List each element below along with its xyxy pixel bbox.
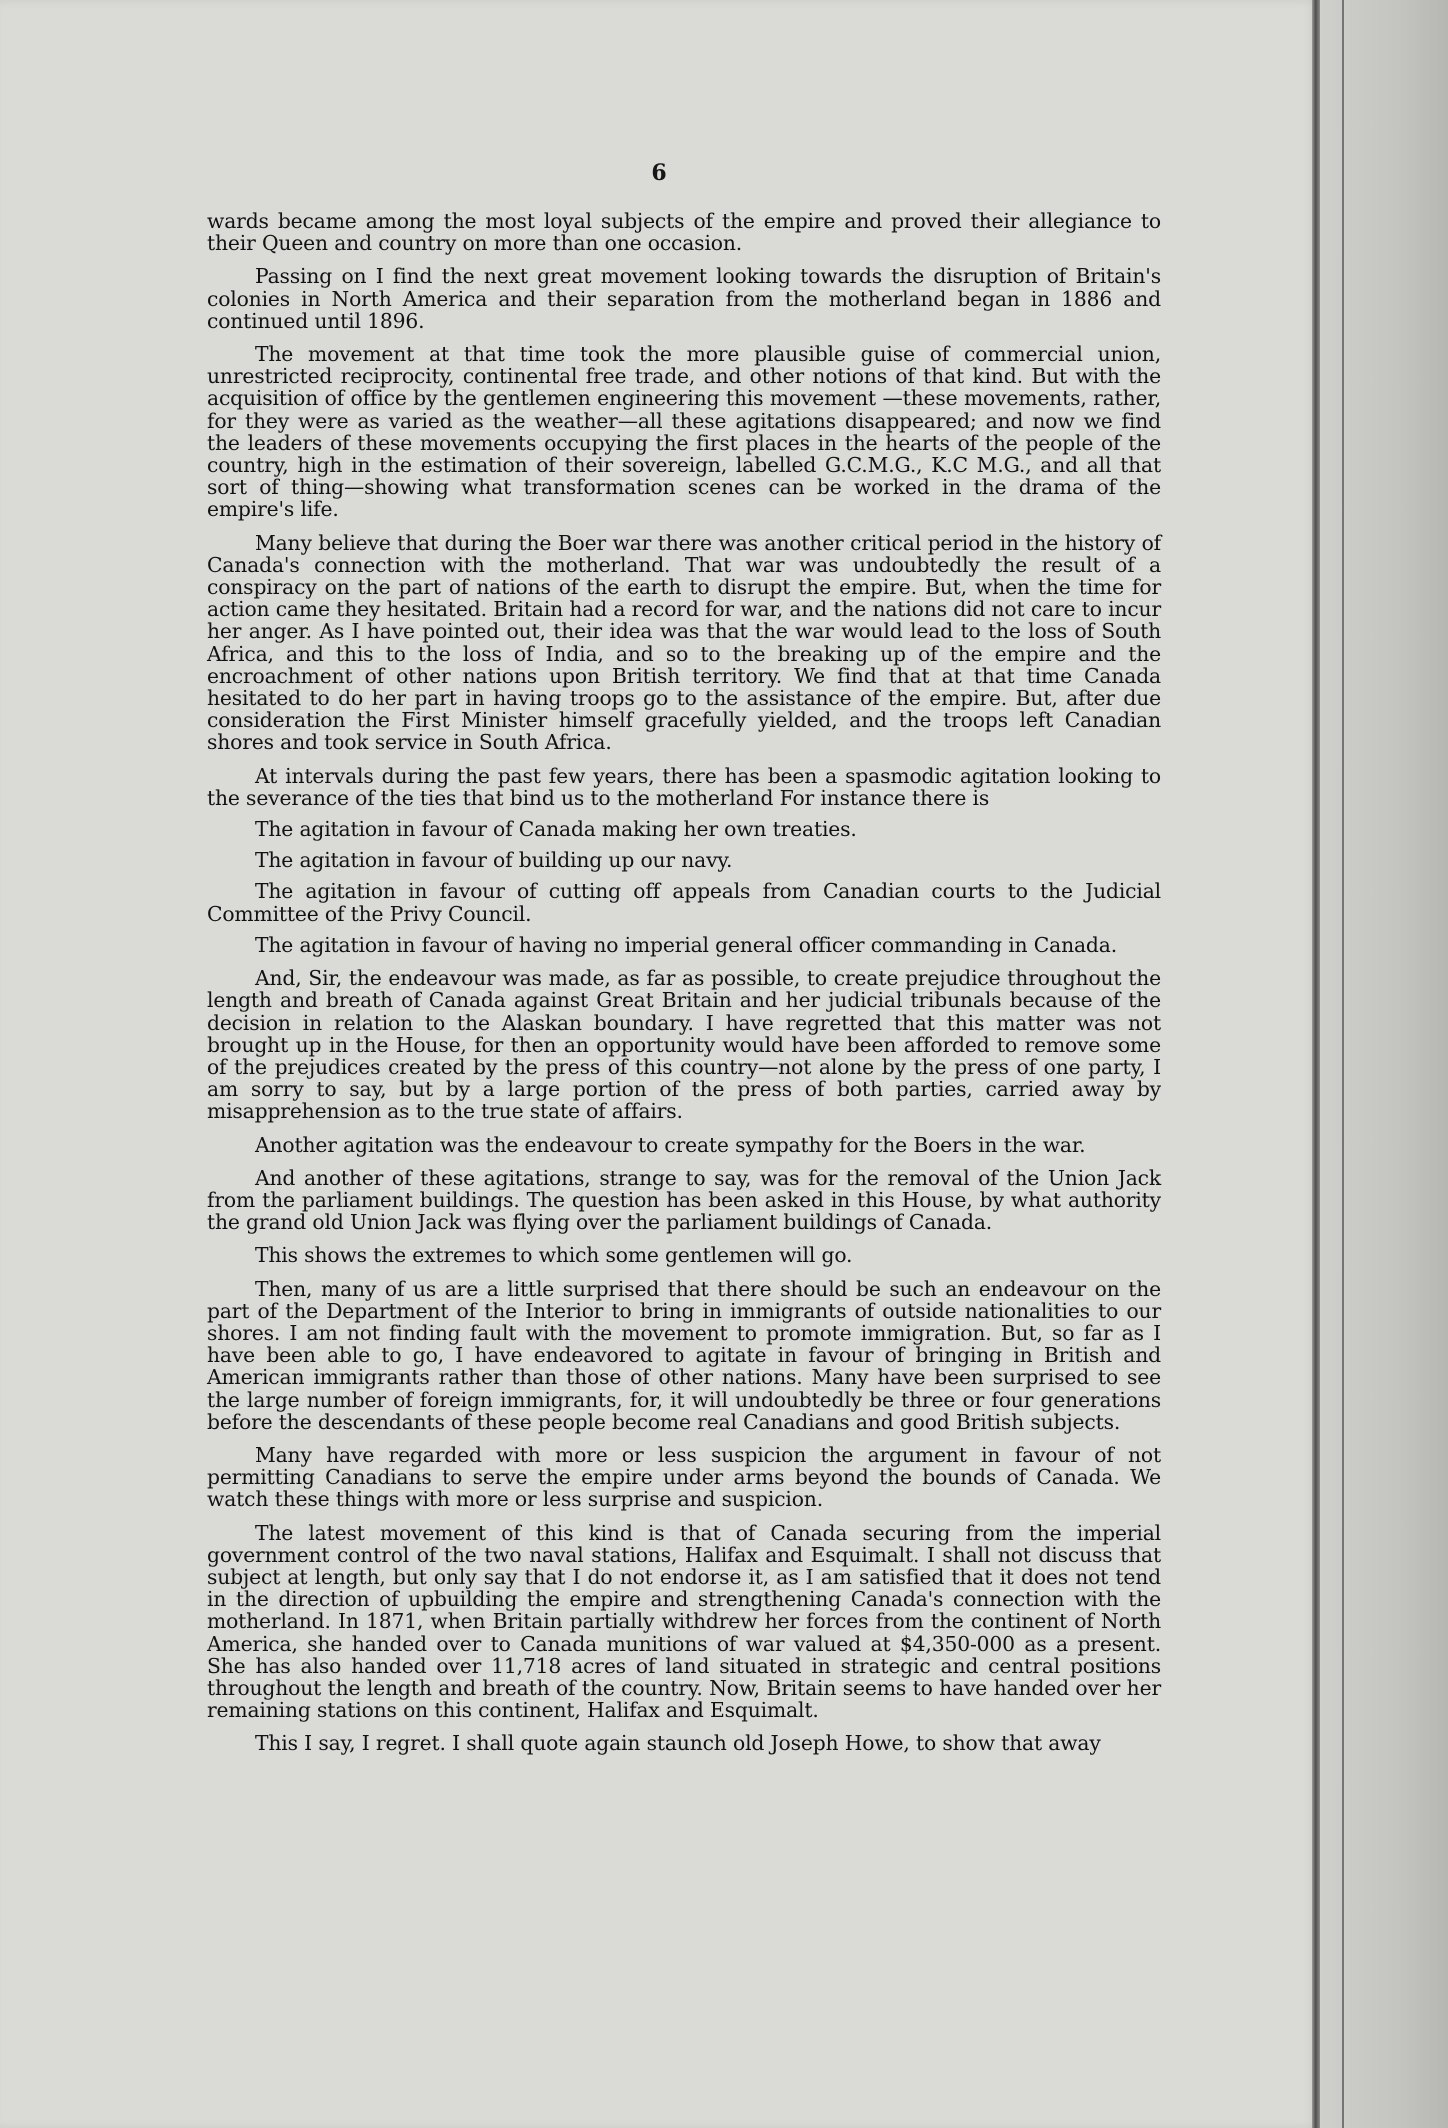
paragraph: Another agitation was the endeavour to create sympathy for the Boers in the war. xyxy=(255,1132,1086,1157)
paragraph: This shows the extremes to which some gentlemen will go. xyxy=(255,1243,853,1268)
paragraph: The movement at that time took the more plausible guise of commercial union, unrestricted reciprocity, continental free trade, and other notions of that kind. But with the acquisition of office by the gentlemen engineering this movement —these movements, rather, for they were as varied as the weather—all these agitations disappeared; and now we find the leaders of these movements occupying the first places in the hearts of the people of the country, high in the estimation of their sovereign, labelled G.C.M.G., K.C M.G., and all that sort of thing—showing what transformation scenes can be worked in the drama of the empire's life. xyxy=(207,342,1161,522)
paragraph: Many have regarded with more or less suspicion the argument in favour of not permitting Canadians to serve the empire under arms beyond the bounds of Canada. We watch these things with more or less surprise and suspicion. xyxy=(207,1442,1161,1512)
adjacent-page-border xyxy=(1342,0,1344,2128)
paragraph: Many believe that during the Boer war there was another critical period in the history of Canada's connection with the motherland. That war was undoubtedly the result of a conspiracy on the part of nations of the earth to disrupt the empire. But, when the time for action came they hesitated. Britain had a record for war, and the nations did not care to incur her anger. As I have pointed out, their idea was that the war would lead to the loss of South Africa, and this to the loss of India, and so to the breaking up of the empire and the encroachment of other nations upon British territory. We find that at that time Canada hesitated to do her part in having troops go to the assistance of the empire. But, after due consideration the First Minister himself gracefully yielded, and the troops left Canadian shores and took service in South Africa. xyxy=(207,530,1161,755)
paragraph: At intervals during the past few years, there has been a spasmodic agitation looking to the severance of the ties that bind us to the motherland For instance there is xyxy=(207,763,1161,810)
body-text xyxy=(207,210,1161,1766)
paragraph: And another of these agitations, strange to say, was for the removal of the Union Jack from the parliament buildings. The question has been asked in this House, by what authority the grand old Union Jack was flying over the parliament buildings of Canada. xyxy=(207,1165,1161,1235)
adjacent-page-edge xyxy=(1320,0,1448,2128)
paragraph: The agitation in favour of having no imperial general officer commanding in Canada. xyxy=(255,932,1118,957)
paragraph: The latest movement of this kind is that of Canada securing from the imperial government control of the two naval stations, Halifax and Esquimalt. I shall not discuss that subject at length, but only say that I do not endorse it, as I am satisfied that it does not tend in the direction of upbuilding the empire and strengthening Canada's connection with the motherland. In 1871, when Britain partially withdrew her forces from the continent of North America, she handed over to Canada munitions of war valued at $4,350-000 as a present. She has also handed over 11,718 acres of land situated in strategic and central positions throughout the length and breath of the country. Now, Britain seems to have handed over her remaining stations on this continent, Halifax and Esquimalt. xyxy=(207,1520,1161,1723)
paragraph: The agitation in favour of building up our navy. xyxy=(255,848,733,873)
paragraph: Passing on I find the next great movement looking towards the disruption of Britain's colonies in North America and their separation from the motherland began in 1886 and continued until 1896. xyxy=(207,264,1161,333)
paragraph: And, Sir, the endeavour was made, as far as possible, to create prejudice throughout the length and breath of Canada against Great Britain and her judicial tribunals because of the decision in relation to the Alaskan boundary. I have regretted that this matter was not brought up in the House, for then an opportunity would have been afforded to remove some of the prejudices created by the press of this country—not alone by the press of one party, I am sorry to say, but by a large portion of the press of both parties, carried away by misapprehension as to the true state of affairs. xyxy=(207,966,1161,1124)
paragraph: This I say, I regret. I shall quote again staunch old Joseph Howe, to show that away xyxy=(255,1731,1101,1756)
page-fold xyxy=(1312,0,1320,2128)
paragraph: Then, many of us are a little surprised that there should be such an endeavour on the part of the Department of the Interior to bring in immigrants of outside nationalities to our shores. I am not finding fault with the movement to promote immigration. But, so far as I have been able to go, I have endeavored to agitate in favour of bringing in British and American immigrants rather than those of other nations. Many have been surprised to see the large number of foreign immigrants, for, it will undoubtedly be three or four generations before the descendants of these people become real Canadians and good British subjects. xyxy=(207,1276,1161,1434)
paragraph: The agitation in favour of Canada making her own treaties. xyxy=(255,817,857,842)
paragraph: wards became among the most loyal subjects of the empire and proved their allegiance to their Queen and country on more than one occasion. xyxy=(207,209,1161,256)
page-number: 6 xyxy=(651,160,667,186)
paragraph: The agitation in favour of cutting off appeals from Canadian courts to the Judicial Committee of the Privy Council. xyxy=(207,879,1161,926)
